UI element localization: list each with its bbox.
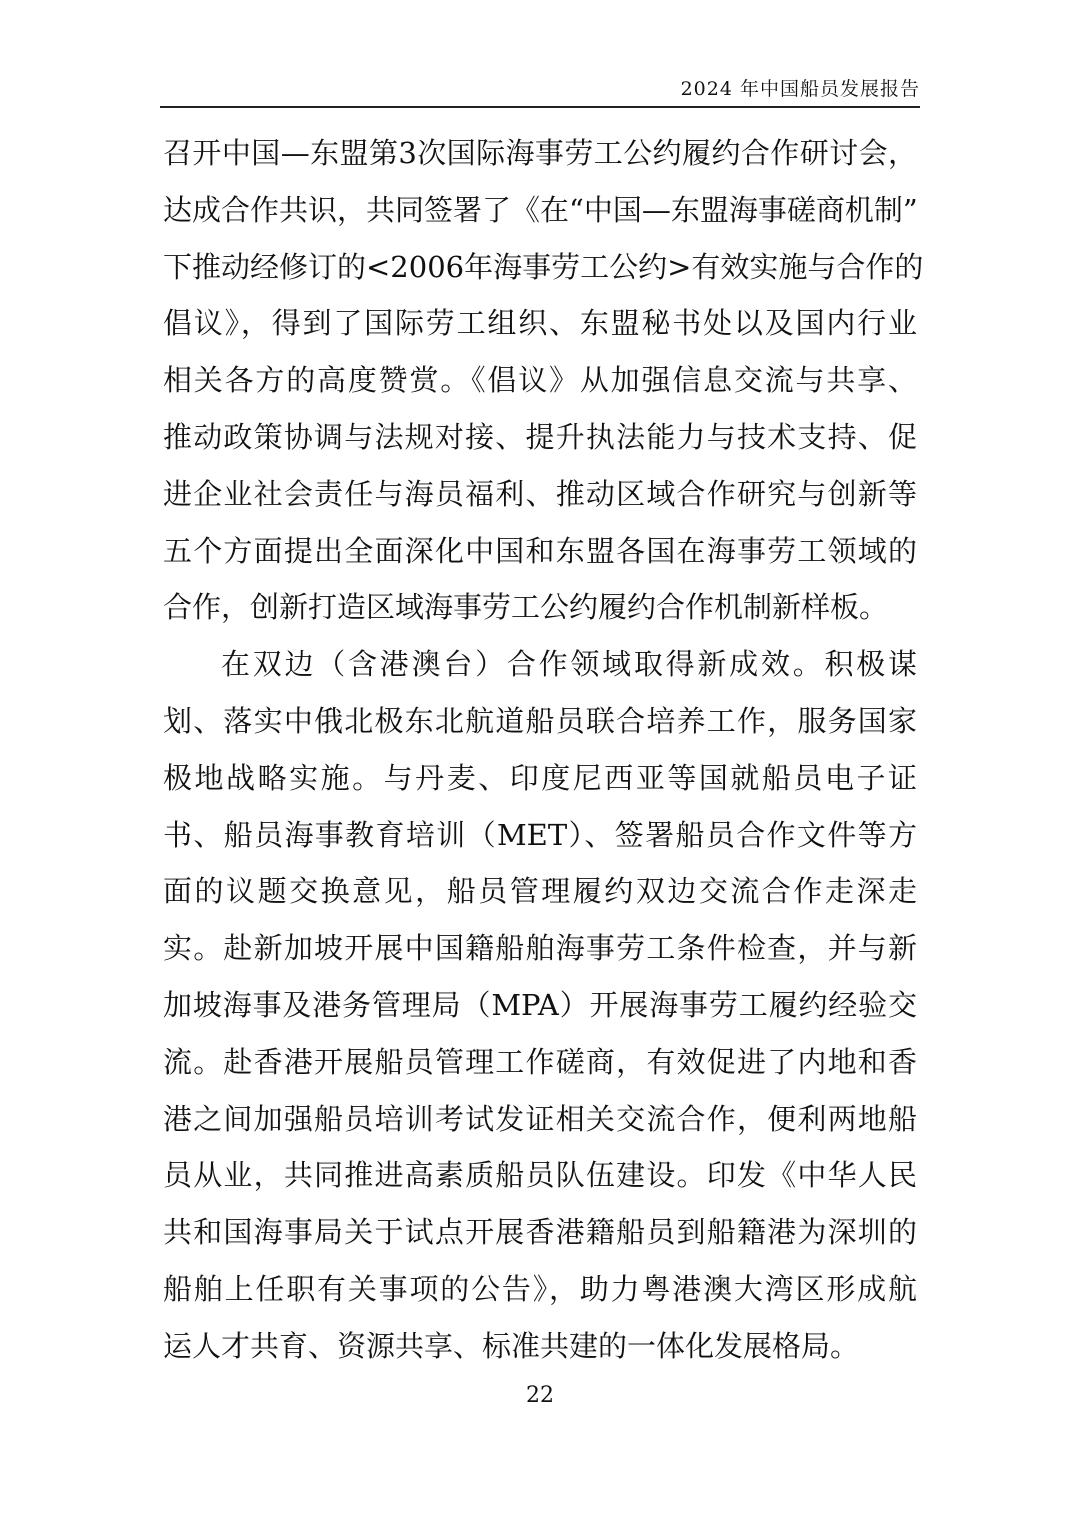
paragraph-line: 船舶上任职有关事项的公告》，助力粤港澳大湾区形成航: [163, 1271, 917, 1306]
paragraph-line: 下推动经修订的<2006年海事劳工公约>有效实施与合作的: [163, 249, 924, 284]
paragraph-line: 进企业社会责任与海员福利、推动区域合作研究与创新等: [163, 476, 917, 511]
paragraph-line: 运人才共育、资源共享、标准共建的一体化发展格局。: [163, 1328, 860, 1363]
header-rule: [160, 106, 920, 108]
paragraph-line: 实。赴新加坡开展中国籍船舶海事劳工条件检查，并与新: [163, 931, 917, 966]
paragraph-line: 五个方面提出全面深化中国和东盟各国在海事劳工领域的: [163, 533, 917, 568]
paragraph-line: 在双边（含港澳台）合作领域取得新成效。积极谋: [221, 647, 917, 682]
paragraph-line: 加坡海事及港务管理局（MPA）开展海事劳工履约经验交: [163, 987, 917, 1022]
paragraph-line: 召开中国—东盟第3次国际海事劳工公约履约合作研讨会，: [163, 136, 917, 170]
paragraph-line: 推动政策协调与法规对接、提升执法能力与技术支持、促: [163, 419, 917, 454]
paragraph-line: 面的议题交换意见，船员管理履约双边交流合作走深走: [163, 874, 917, 909]
paragraph-2: [163, 636, 917, 1374]
page-number: 22: [526, 1383, 554, 1408]
paragraph-line: 合作，创新打造区域海事劳工公约履约合作机制新样板。: [163, 590, 889, 625]
paragraph-line: 共和国海事局关于试点开展香港籍船员到船籍港为深圳的: [163, 1215, 917, 1250]
paragraph-line: 书、船员海事教育培训（MET）、签署船员合作文件等方: [163, 817, 917, 852]
paragraph-line: 港之间加强船员培训考试发证相关交流合作，便利两地船: [163, 1101, 917, 1136]
paragraph-1: [163, 125, 924, 636]
paragraph-line: 员从业，共同推进高素质船员队伍建设。印发《中华人民: [163, 1158, 917, 1193]
paragraph-line: 流。赴香港开展船员管理工作磋商，有效促进了内地和香: [163, 1044, 917, 1079]
paragraph-line: 划、落实中俄北极东北航道船员联合培养工作，服务国家: [163, 703, 917, 738]
running-header: 2024 年中国船员发展报告: [680, 78, 920, 100]
paragraph-line: 极地战略实施。与丹麦、印度尼西亚等国就船员电子证: [163, 760, 917, 795]
paragraph-line: 相关各方的高度赞赏。《倡议》从加强信息交流与共享、: [163, 363, 917, 398]
paragraph-line: 倡议》，得到了国际劳工组织、东盟秘书处以及国内行业: [163, 306, 917, 341]
paragraph-line: 达成合作共识，共同签署了《在“中国—东盟海事磋商机制”: [163, 192, 918, 227]
body-text: [163, 125, 924, 1375]
